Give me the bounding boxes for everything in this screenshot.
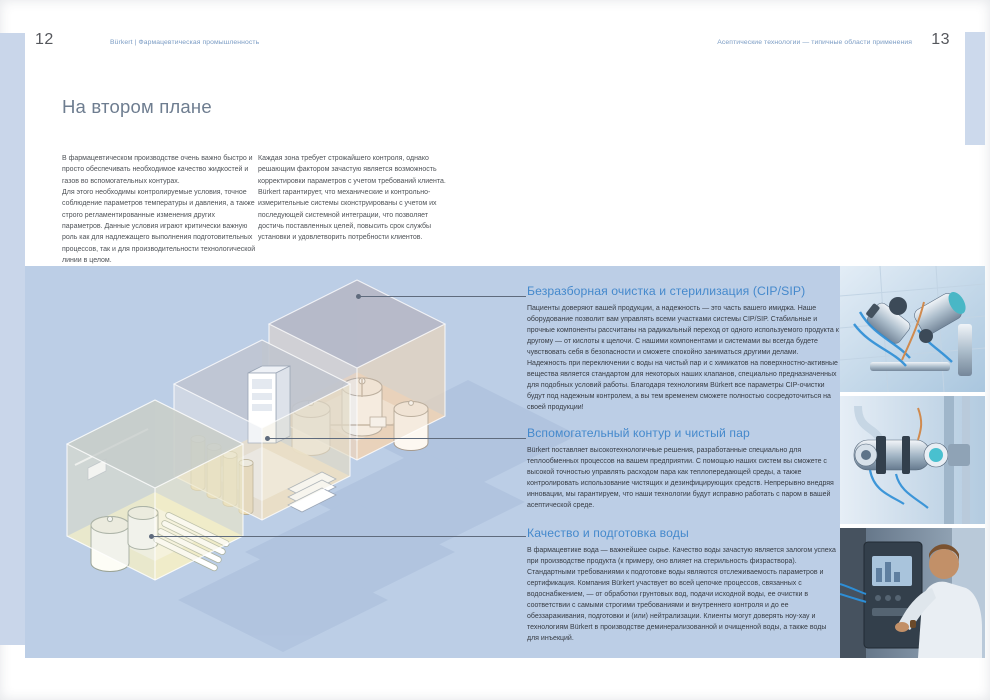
section-heading: Вспомогательный контур и чистый пар <box>527 426 750 440</box>
intro-paragraph: Каждая зона требует строжайшего контроля, однако решающим фактором зачастую является возможность корректировки параметров с учетом требований клиента. Bürkert гарантирует, что механические и контрольно-измерительные системы сконструированы с учетом их последующей системной интеграции, что позволяет достичь поставленных целей, повысить срок службы установки и удовлетворить потребности клиентов. <box>258 155 446 242</box>
content-panel <box>25 266 985 658</box>
section-cip-sip <box>527 284 839 413</box>
page-number-right: 13 <box>931 31 950 48</box>
technician-control-panel-photo <box>840 528 985 658</box>
intro-column-1 <box>62 153 256 266</box>
intro-paragraph: В фармацевтическом производстве очень важно быстро и просто обеспечивать необходимое качество жидкостей и газов во вспомогательных контурах. <box>62 155 253 185</box>
page-title: На втором плане <box>62 96 212 117</box>
section-body: Пациенты доверяют вашей продукции, а надежность — это часть вашего имиджа. Наше оборудование позволит вам управлять всеми участками системы CIP/SIP. Стабильные и прочные компоненты рассчитаны на радикальный переход от одного используемого продукта к другому — от кислоты к щелочи. С нашими компонентами и системами вы всегда будете чувствовать себя в безопасности и сможете спокойно заниматься другими делами. Надежность при переключении с воды на чистый пар и с химикатов на поверхностно-активные вещества является стандартом для некоторых наших клапанов, специально предназначенных для подобных условий работы. Благодаря технологиям Bürkert все параметры CIP-очистки будут под надежным контролем, а вы тем временем сможете полностью сосредоточиться на своей продукции! <box>527 305 839 412</box>
inline-sensor-actuator-photo <box>840 396 985 524</box>
photo-column <box>840 266 985 658</box>
running-header-right: Асептические технологии — типичные области применения <box>717 39 912 46</box>
intro-paragraph: Для этого необходимы контролируемые условия, точное соблюдение параметров температуры и давления, а также строго регламентированные изменения других параметров. Данные условия играют критически важную роль как для надлежащего выполнения подготовительных процессов, так и для производительности технологической линии в целом. <box>62 188 256 264</box>
connector-line-utility <box>267 438 526 439</box>
running-header-left: Bürkert | Фармацевтическая промышленность <box>110 39 260 46</box>
left-edge-tab <box>0 33 25 645</box>
section-heading: Качество и подготовка воды <box>527 526 689 540</box>
right-edge-tab <box>965 32 985 145</box>
aseptic-valve-cluster-photo <box>840 266 985 392</box>
section-body: В фармацевтике вода — важнейшее сырье. Качество воды зачастую является залогом успеха при производстве продукта (к примеру, оно влияет на стерильность физраствора). Стандартными требованиями к подготовке воды являются отслеживаемость параметров и сертификация. Компания Bürkert участвует во всей цепочке процессов, связанных с водоснабжением, — от обработки грунтовых вод, подачи исходной воды, ее очистки в соответствии с самыми строгими требованиями и внутреннего контроля и до ее обеззараживания, подготовки и (или) нейтрализации. Клиенты могут доверять ноу-хау и технологиям Bürkert в производстве деминерализованной и очищенной воды, а также воды для инъекций. <box>527 547 836 643</box>
section-utility-loop <box>527 426 839 511</box>
section-water-quality <box>527 526 839 644</box>
intro-column-2 <box>258 153 452 244</box>
page-number-left: 12 <box>35 31 54 48</box>
connector-line-water <box>151 536 526 537</box>
section-heading: Безразборная очистка и стерилизация (CIP/SIP) <box>527 284 806 298</box>
connector-line-cip <box>358 296 526 297</box>
section-body: Bürkert поставляет высокотехнологичные решения, разработанные специально для теплообменных процессов на вашем предприятии. С помощью наших систем вы сможете с высокой точностью управлять расходом пара как теплопередающей среды, а также контролировать использование чистящих и дезинфицирующих средств. Непрерывно внедряя инновации, мы гарантируем, что наши технологии будут исправно работать с паром в вашей асептической среде. <box>527 447 834 510</box>
